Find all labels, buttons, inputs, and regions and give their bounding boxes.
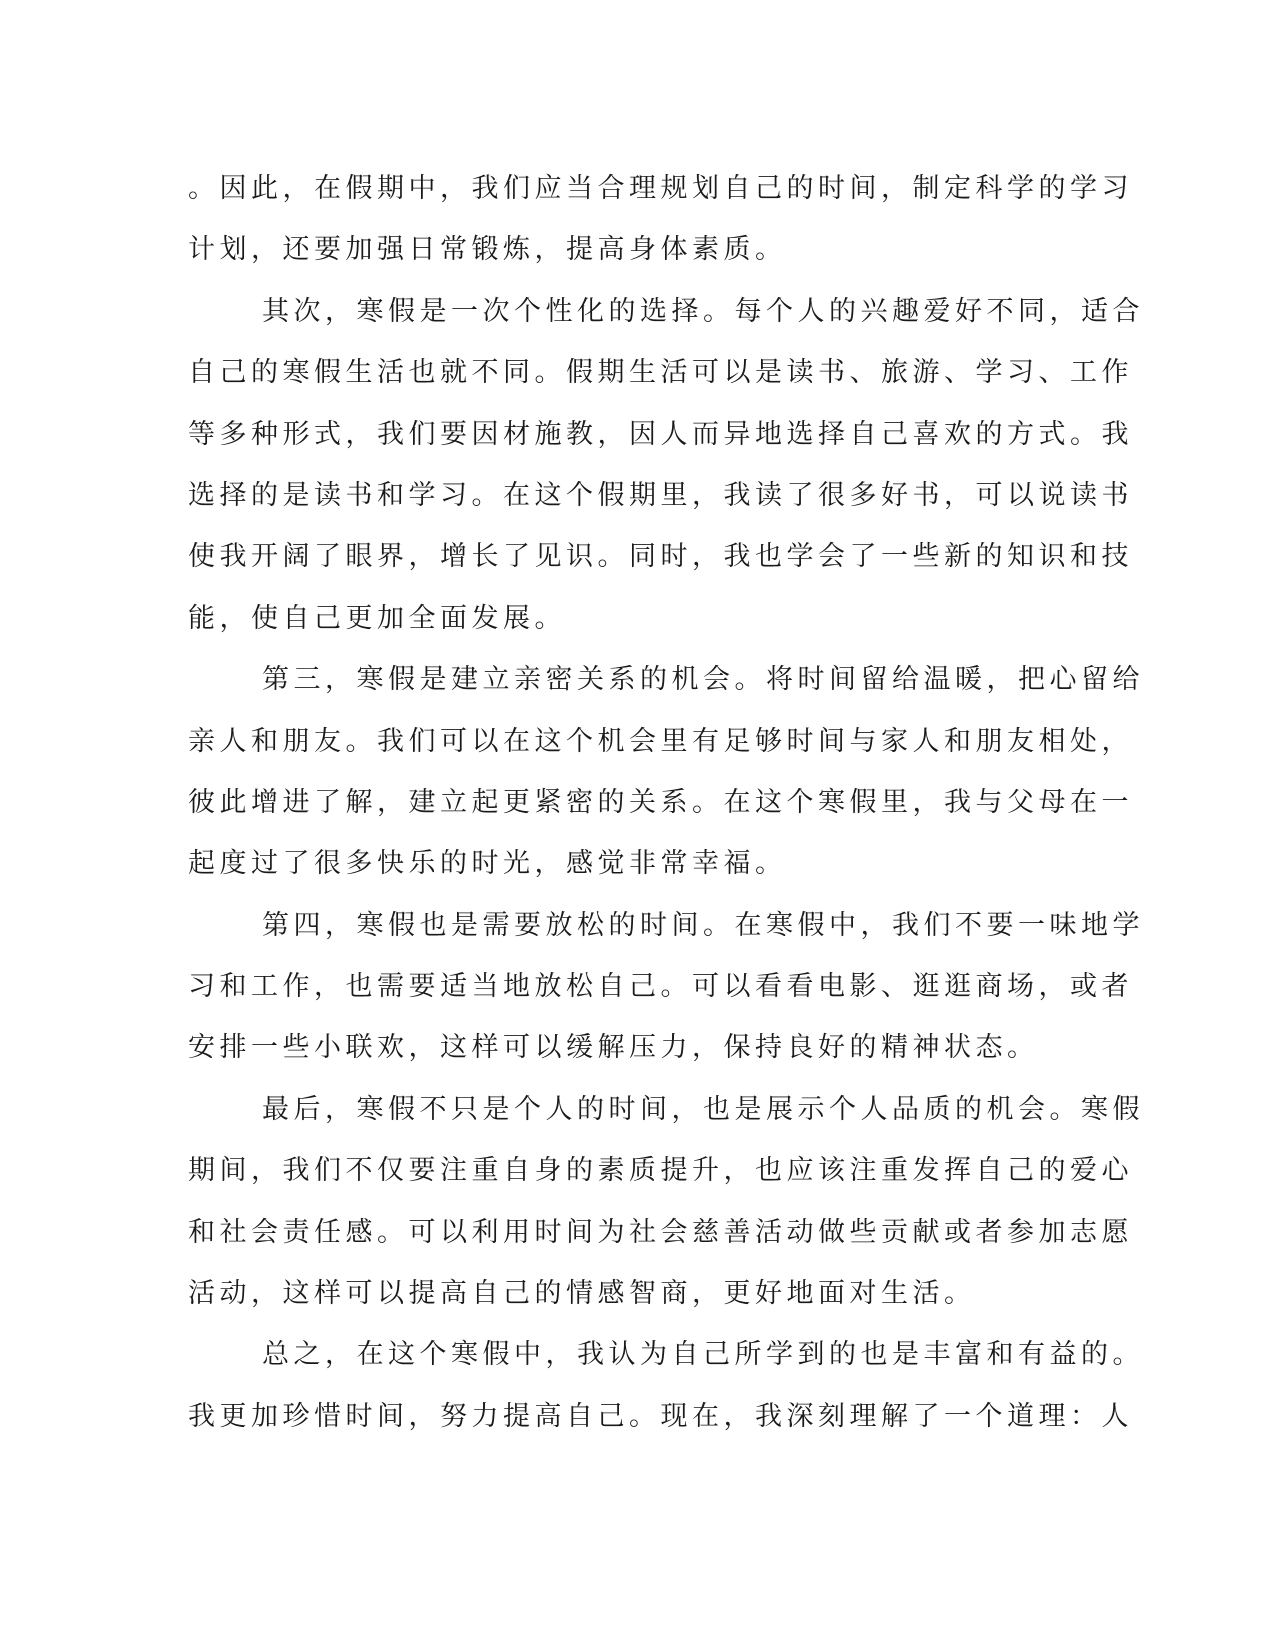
text-line: 彼此增进了解，建立起更紧密的关系。在这个寒假里，我与父母在一 bbox=[188, 786, 1133, 818]
text-line: 使我开阔了眼界，增长了见识。同时，我也学会了一些新的知识和技 bbox=[188, 541, 1133, 573]
text-line: 活动，这样可以提高自己的情感智商，更好地面对生活。 bbox=[188, 1278, 976, 1310]
paragraph-start-line: 第三，寒假是建立亲密关系的机会。将时间留给温暖，把心留给 bbox=[262, 664, 1144, 696]
text-line: 计划，还要加强日常锻炼，提高身体素质。 bbox=[188, 234, 787, 266]
text-line: 习和工作，也需要适当地放松自己。可以看看电影、逛逛商场，或者 bbox=[188, 971, 1133, 1003]
text-line: 选择的是读书和学习。在这个假期里，我读了很多好书，可以说读书 bbox=[188, 479, 1133, 511]
text-line: 我更加珍惜时间，努力提高自己。现在，我深刻理解了一个道理：人 bbox=[188, 1400, 1133, 1432]
text-line: 安排一些小联欢，这样可以缓解压力，保持良好的精神状态。 bbox=[188, 1032, 1039, 1064]
paragraph-start-line: 最后，寒假不只是个人的时间，也是展示个人品质的机会。寒假 bbox=[262, 1093, 1144, 1125]
text-line: 等多种形式，我们要因材施教，因人而异地选择自己喜欢的方式。我 bbox=[188, 418, 1133, 450]
text-line: 能，使自己更加全面发展。 bbox=[188, 602, 566, 634]
paragraph-start-line: 其次，寒假是一次个性化的选择。每个人的兴趣爱好不同，适合 bbox=[262, 295, 1144, 327]
document-body bbox=[188, 158, 1144, 1447]
text-line: 期间，我们不仅要注重自身的素质提升，也应该注重发挥自己的爱心 bbox=[188, 1155, 1133, 1187]
text-line: 和社会责任感。可以利用时间为社会慈善活动做些贡献或者参加志愿 bbox=[188, 1216, 1133, 1248]
text-line: 起度过了很多快乐的时光，感觉非常幸福。 bbox=[188, 848, 787, 880]
text-line: 自己的寒假生活也就不同。假期生活可以是读书、旅游、学习、工作 bbox=[188, 357, 1133, 389]
text-line: 。因此，在假期中，我们应当合理规划自己的时间，制定科学的学习 bbox=[188, 173, 1133, 204]
text-line: 亲人和朋友。我们可以在这个机会里有足够时间与家人和朋友相处， bbox=[188, 725, 1133, 757]
paragraph-start-line: 总之，在这个寒假中，我认为自己所学到的也是丰富和有益的。 bbox=[262, 1339, 1144, 1371]
paragraph-start-line: 第四，寒假也是需要放松的时间。在寒假中，我们不要一味地学 bbox=[262, 909, 1144, 941]
